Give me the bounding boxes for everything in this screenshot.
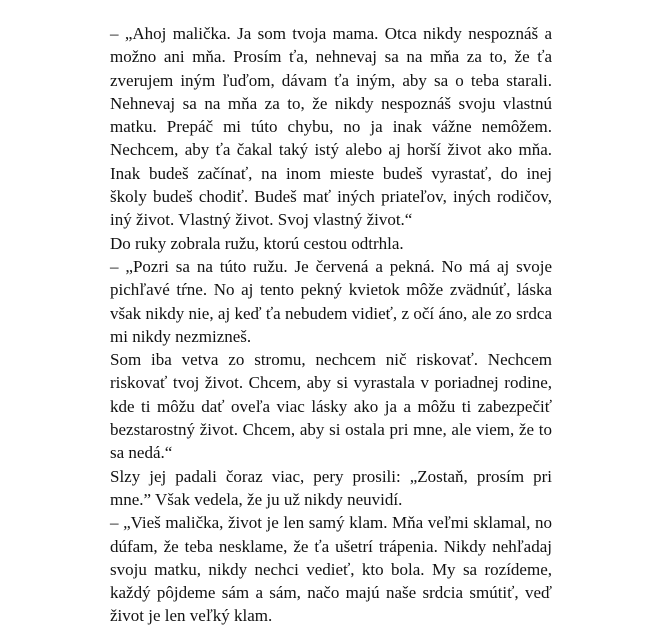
paragraph-branch: Som iba vetva zo stromu, nechcem nič riskovať. Nechcem riskovať tvoj život. Chcem, aby si vyrastala v poriadnej rodine, kde ti môžu dať oveľa viac lásky ako ja a môžu ti zabezpečiť bezstarostný život. Chcem, aby si ostala pri mne, ale viem, že to sa nedá.“	[110, 350, 552, 463]
paragraph-rose-picked: Do ruky zobrala ružu, ktorú cestou odtrhla.	[110, 233, 404, 253]
story-text	[110, 22, 552, 628]
paragraph-rose-speech: – „Pozri sa na túto ružu. Je červená a pekná. No má aj svoje pichľavé tŕne. No aj tento pekný kvietok môže zvädnúť, láska však nikdy nie, aj keď ťa nebudem vidieť, z očí áno, ale zo srdca mi nikdy nezmizneš.	[110, 256, 552, 346]
paragraph-mother-greeting: – „Ahoj malička. Ja som tvoja mama. Otca nikdy nespoznáš a možno ani mňa. Prosím ťa, nehnevaj sa na mňa za to, že ťa zverujem iným ľuďom, dávam ťa iným, aby sa o teba starali. Nehnevaj sa na mňa za to, že nikdy nespoznáš svoju vlastnú matku. Prepáč mi túto chybu, no ja inak vážne nemôžem. Nechcem, aby ťa čakal taký istý alebo aj horší život ako mňa. Inak budeš začínať, na inom mieste budeš vyrastať, do inej školy budeš chodiť. Budeš mať iných priateľov, iných rodičov, iný život. Vlastný život. Svoj vlastný život.“	[110, 24, 552, 230]
paragraph-life-deception: – „Vieš malička, život je len samý klam. Mňa veľmi sklamal, no dúfam, že teba nesklame, že ťa ušetrí trápenia. Nikdy nehľadaj svoju matku, nikdy nechci vedieť, kto bola. My sa rozídeme, každý pôjdeme sám a sám, načo majú naše srdcia smútiť, veď život je len veľký klam.	[110, 513, 552, 626]
paragraph-tears: Slzy jej padali čoraz viac, pery prosili: „Zostaň, prosím pri mne.” Však vedela, že ju už nikdy neuvidí.	[110, 466, 552, 509]
